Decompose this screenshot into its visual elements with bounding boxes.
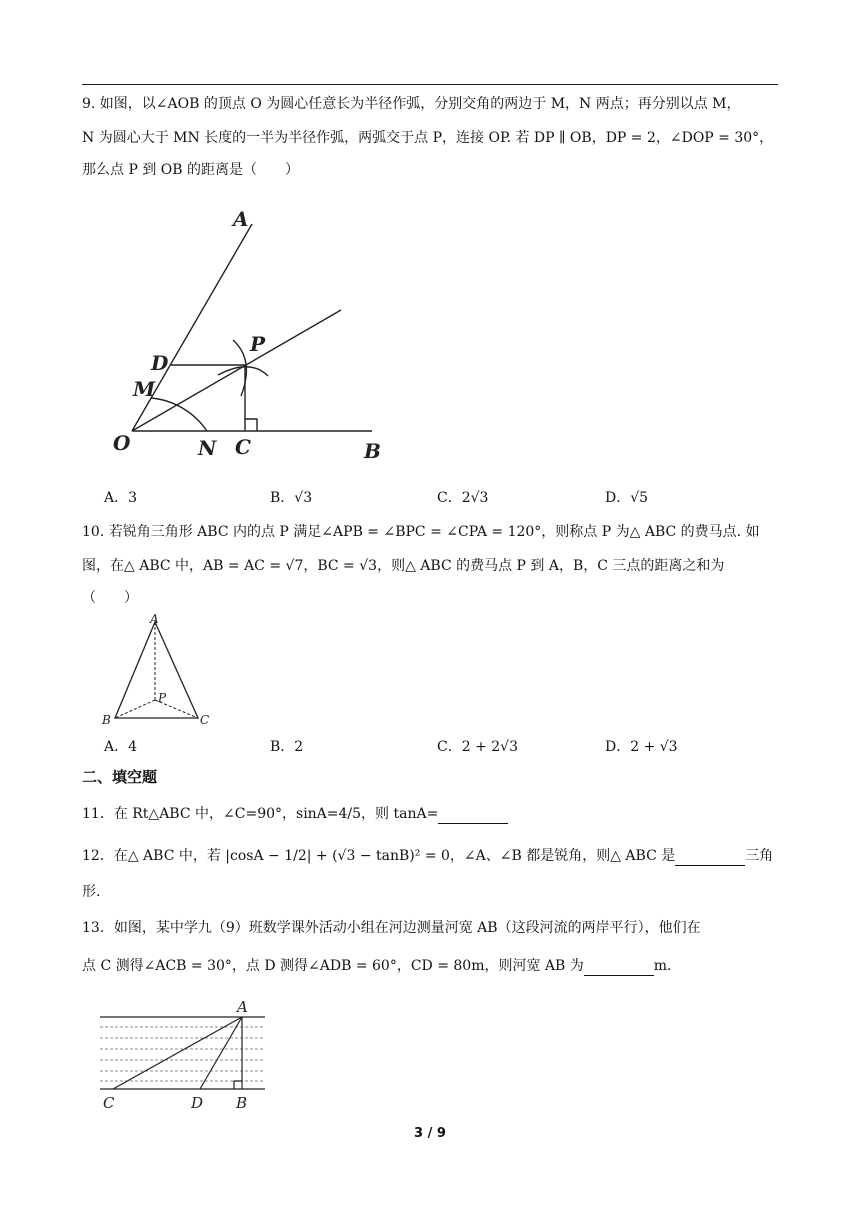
q12-answer-blank[interactable] bbox=[675, 851, 745, 866]
arc-from-M bbox=[218, 367, 268, 376]
q10-option-b[interactable]: B．2 bbox=[270, 739, 304, 755]
header-rule bbox=[82, 84, 778, 85]
q9-text-line1: 9. 如图，以∠AOB 的顶点 O 为圆心任意长为半径作弧，分别交角的两边于 M，N 两点；再分别以点 M， bbox=[82, 96, 741, 112]
right-angle-mark bbox=[234, 1081, 242, 1089]
label-D: D bbox=[191, 1094, 204, 1112]
label-C: C bbox=[200, 713, 210, 727]
q13-answer-blank[interactable] bbox=[584, 961, 654, 976]
segment-AC bbox=[113, 1017, 242, 1089]
label-P: P bbox=[250, 332, 266, 356]
q10-figure bbox=[98, 612, 223, 730]
q10-text-line1: 10. 若锐角三角形 ABC 内的点 P 满足∠APB = ∠BPC = ∠CPA = 120°，则称点 P 为△ ABC 的费马点. 如 bbox=[82, 524, 760, 540]
q10-option-a[interactable]: A．4 bbox=[104, 739, 138, 755]
q12-text: 12．在△ ABC 中，若 |cosA − 1/2| + (√3 − tanB)² = 0，∠A、∠B 都是锐角，则△ ABC 是 bbox=[82, 848, 676, 864]
q10-text-line2: 图，在△ ABC 中，AB = AC = √7，BC = √3，则△ ABC 的费马点 P 到 A，B，C 三点的距离之和为 bbox=[82, 558, 725, 574]
q13-text-line1: 13．如图，某中学九（9）班数学课外活动小组在河边测量河宽 AB（这段河流的两岸平行），他们在 bbox=[82, 920, 701, 936]
q9-option-b[interactable]: B．√3 bbox=[270, 490, 313, 506]
label-A: A bbox=[237, 998, 248, 1016]
page-number: 3 / 9 bbox=[414, 1126, 446, 1141]
label-C: C bbox=[235, 435, 251, 459]
q11-answer-blank[interactable] bbox=[438, 809, 508, 824]
q11-line bbox=[82, 804, 508, 824]
q10-option-c[interactable]: C．2 + 2√3 bbox=[437, 739, 518, 755]
q12-text-line2: 形. bbox=[82, 884, 101, 900]
q13-unit: m. bbox=[653, 958, 672, 974]
q9-text-line3: 那么点 P 到 OB 的距离是（ ） bbox=[82, 162, 299, 178]
label-M: M bbox=[133, 377, 156, 401]
label-C: C bbox=[103, 1094, 115, 1112]
label-B: B bbox=[236, 1094, 248, 1112]
q9-option-d[interactable]: D．√5 bbox=[605, 490, 649, 506]
label-D: D bbox=[151, 351, 169, 375]
q13-line2 bbox=[82, 956, 672, 976]
label-N: N bbox=[198, 436, 217, 460]
label-O: O bbox=[113, 431, 131, 455]
q9-option-c[interactable]: C．2√3 bbox=[437, 490, 489, 506]
label-P: P bbox=[158, 691, 167, 705]
triangle-ABC bbox=[115, 622, 198, 718]
section-title: 二、填空题 bbox=[82, 768, 158, 786]
q10-text-line3: （ ） bbox=[82, 590, 138, 606]
q13-text-line2: 点 C 测得∠ACB = 30°，点 D 测得∠ADB = 60°，CD = 80m，则河宽 AB 为 bbox=[82, 958, 584, 974]
q9-text-line2: N 为圆心大于 MN 长度的一半为半径作弧，两弧交于点 P，连接 OP. 若 DP ∥ OB，DP = 2，∠DOP = 30°， bbox=[82, 130, 774, 146]
q13-figure bbox=[95, 995, 275, 1113]
segment-AD bbox=[200, 1017, 242, 1089]
label-A: A bbox=[233, 207, 249, 231]
label-B: B bbox=[102, 713, 111, 727]
q9-option-a[interactable]: A．3 bbox=[104, 490, 138, 506]
q11-text: 11．在 Rt△ABC 中，∠C=90°，sinA=4/5，则 tanA= bbox=[82, 806, 439, 822]
q9-figure bbox=[105, 200, 395, 468]
label-B: B bbox=[364, 439, 381, 463]
q12-line bbox=[82, 846, 773, 866]
q12-tail: 三角 bbox=[745, 848, 774, 864]
q10-option-d[interactable]: D．2 + √3 bbox=[605, 739, 678, 755]
label-A: A bbox=[150, 612, 159, 626]
right-angle-mark bbox=[245, 419, 257, 431]
